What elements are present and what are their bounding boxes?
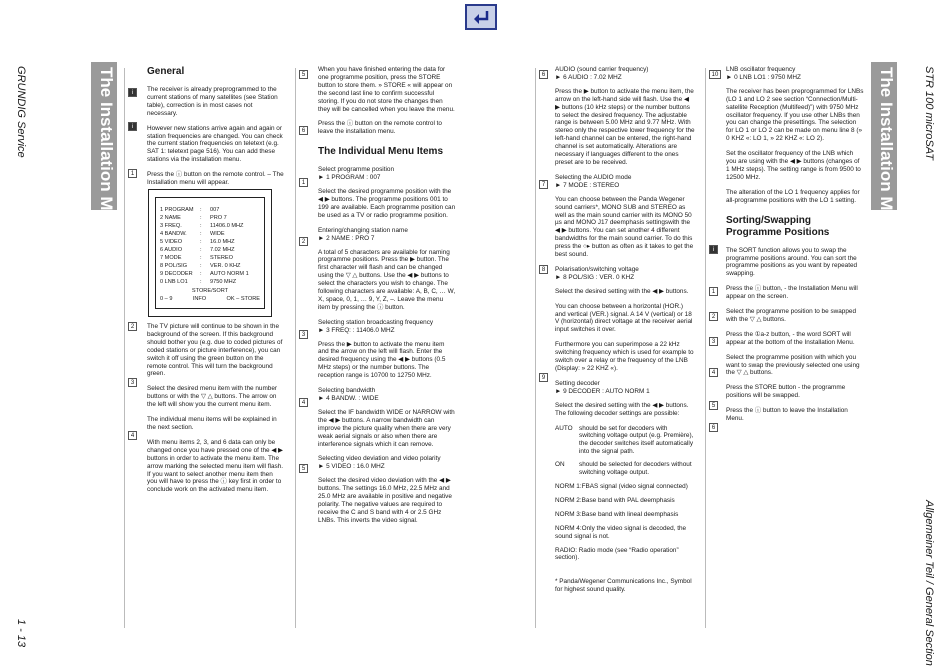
option-key: ON — [555, 461, 565, 469]
menu-row — [160, 246, 260, 254]
menu-row-value: PRO 7 — [210, 215, 227, 221]
item-value: ► 0 LNB LO1 : 9750 MHZ — [726, 73, 801, 81]
paragraph: The TV picture will continue to be shown in the background of the screen. If this background should bother you (e.g. due to coded pictures of coded stations or picture interference), you can switch it off using the green button on the remote control. This will turn the background green. — [147, 323, 283, 378]
option-line: NORM 4:Only the video signal is decoded, the sound signal is not. — [555, 524, 687, 540]
section-banner-left: The Installation Menu — [91, 62, 117, 210]
column-menu-items — [318, 66, 456, 532]
step-marker: 2 — [709, 312, 718, 321]
page-number: 1 - 13 — [15, 619, 27, 648]
step-marker: 3 — [128, 378, 137, 387]
menu-footer — [160, 295, 260, 303]
paragraph: Press the ▶ button to activate the menu item and the arrow on the left will flash. Enter the desired frequency using the ◀ ▶ buttons (0.5 MHz steps) or the number buttons. The reception range is 10700 to 12750 MHz. — [318, 340, 446, 380]
paragraph: Select the programme position with which you want to swap the previously selected one using the ▽ △ buttons. — [726, 353, 860, 377]
item-heading: Selecting station broadcasting frequency — [318, 318, 434, 326]
paragraph: Press the ⓘ button, - the Installation Menu will appear on the screen. — [726, 285, 858, 301]
menu-row-label: 4 BANDW. — [160, 231, 187, 237]
menu-row-sep: : — [200, 255, 202, 261]
menu-row — [160, 238, 260, 246]
option-line: RADIO: Radio mode (see “Radio operation” section). — [555, 546, 679, 562]
menu-row-sep: : — [200, 207, 202, 213]
menu-row-label: 7 MODE — [160, 255, 182, 261]
menu-row-value: 16.0 MHZ — [210, 239, 235, 245]
column-lnb-sort — [726, 66, 864, 430]
menu-row-value: 7.02 MHZ — [210, 247, 235, 253]
item-value: ► 9 DECODER : AUTO NORM 1 — [555, 387, 650, 395]
step-marker: 4 — [128, 431, 137, 440]
menu-items-heading: The Individual Menu Items — [318, 146, 444, 158]
step-marker: 3 — [299, 330, 308, 339]
menu-row-sep: : — [200, 271, 202, 277]
menu-row-sep: : — [200, 263, 202, 269]
paragraph: The SORT function allows you to swap the programme positions around. You can sort the programme positions as you want by repeated swapping. — [726, 246, 858, 278]
step-marker: 4 — [709, 368, 718, 377]
menu-row — [160, 278, 260, 286]
item-value: ► 4 BANDW. : WIDE — [318, 395, 379, 402]
item-value: ► 3 FREQ: : 11406.0 MHZ — [318, 326, 395, 334]
item-value: ► 5 VIDEO : 16.0 MHZ — [318, 463, 385, 471]
menu-row-value: WIDE — [210, 231, 225, 237]
paragraph: When you have finished entering the data for one programme position, press the STORE button to store them. » STORE « will appear on the second last line to confirm successful storing. If you do not store the changes then they will be cancelled when you leave the menu. — [318, 66, 455, 113]
menu-row — [160, 214, 260, 222]
paragraph: Select the IF bandwidth WIDE or NARROW with the ◀ ▶ buttons. A narrow bandwidth can improve the picture quality when there are very weak aerial signals or also when there are interference signals which it can remove. — [318, 408, 455, 448]
step-marker: 5 — [299, 464, 308, 473]
paragraph: Select the programme position to be swapped with the ▽ △ buttons. — [726, 308, 857, 323]
item-heading: LNB oscillator frequency — [726, 66, 796, 73]
menu-row — [160, 254, 260, 262]
menu-row-label: 1 PROGRAM — [160, 207, 194, 213]
menu-row-value: VER. 0 KHZ — [210, 263, 241, 269]
menu-footer-right: OK – STORE — [226, 296, 260, 302]
paragraph: Set the oscillator frequency of the LNB which you are using with the ◀ ▶ buttons (changes of 1 MHz steps). The setting range is from 9500 to 12500 MHz. — [726, 150, 861, 181]
paragraph: Select the desired setting with the ◀ ▶ buttons. — [555, 287, 689, 295]
menu-row-sep: : — [200, 279, 202, 285]
column-general-2 — [147, 323, 284, 501]
menu-row-label: 5 VIDEO — [160, 239, 183, 245]
decoder-options — [555, 425, 695, 477]
item-heading: Entering/changing station name — [318, 226, 408, 234]
step-marker: 1 — [128, 169, 137, 178]
menu-row-sep: : — [200, 239, 202, 245]
step-marker: 6 — [709, 423, 718, 432]
info-marker: i — [128, 88, 137, 97]
paragraph: The alteration of the LO 1 frequency applies for all-programme positions with the LO 1 setting. — [726, 188, 860, 204]
paragraph: The individual menu items will be explained in the next section. — [147, 416, 277, 431]
menu-footer-left: 0 – 9 — [160, 296, 173, 302]
info-marker: i — [709, 245, 718, 254]
menu-row-label: 9 DECODER — [160, 271, 193, 277]
section-label: Allgemeiner Teil / General Section — [923, 500, 935, 666]
step-marker: 3 — [709, 337, 718, 346]
menu-row-label: 3 FREQ. — [160, 223, 182, 229]
option-line: NORM 3:Base band with lineal deemphasis — [555, 510, 679, 518]
menu-row — [160, 206, 260, 214]
paragraph: Press the STORE button - the programme positions will be swapped. — [726, 384, 846, 400]
paragraph: Press the ⓘ button on the remote control. – The Installation menu will appear. — [147, 171, 284, 187]
paragraph: Select the desired programme position with the ◀ ▶ buttons. The programme positions 001 to 199 are available. Each programme position can be used as a TV or radio programme position. — [318, 188, 456, 219]
step-marker: 1 — [299, 178, 308, 187]
option-desc: should be selected for decoders without switching voltage output. — [579, 461, 692, 477]
menu-row-value: STEREO — [210, 255, 234, 261]
menu-row-label: 2 NAME — [160, 215, 181, 221]
menu-row-sep: : — [200, 215, 202, 221]
info-marker: i — [128, 122, 137, 131]
step-marker: 7 — [539, 180, 548, 189]
menu-row-sep: : — [200, 247, 202, 253]
sort-heading: Sorting/Swapping Programme Positions — [726, 214, 830, 238]
item-heading: Setting decoder — [555, 379, 600, 387]
footnote-text: * Panda/Wegener Communications Inc., Symbol for highest sound quality. — [555, 578, 692, 593]
menu-footer-mid: INFO — [192, 296, 207, 302]
footnote — [555, 578, 695, 601]
item-heading: Selecting the AUDIO mode — [555, 173, 632, 181]
paragraph: Press the ⓘ button to leave the Installation Menu. — [726, 407, 848, 423]
menu-row-value: 11406.0 MHZ — [210, 223, 244, 229]
paragraph: You can choose between the Panda Wegener sound carriers*, MONO SUB and STEREO as well as the main sound carrier with its MONO 50 µs and MONO J17 deemphasis settingswith the ◀ ▶ buttons. You can set another 4 different bandwidths for the main sound carrier. To do this press the ○▸ button as often as it takes to get the best sound. — [555, 195, 694, 259]
menu-row-label: 8 POL/SIG — [160, 263, 188, 269]
option-line: NORM 2:Base band with PAL deemphasis — [555, 496, 675, 504]
section-banner-right: The Installation Menu — [871, 62, 897, 210]
menu-row — [160, 230, 260, 238]
column-audio-decoder — [555, 66, 695, 568]
step-marker: 8 — [539, 265, 548, 274]
item-heading: Polarisation/switching voltage — [555, 265, 639, 273]
paragraph: Press the ⓘ button on the remote control to leave the installation menu. — [318, 120, 442, 136]
return-arrow-icon — [471, 9, 491, 25]
paragraph: Select the desired video deviation with the ◀ ▶ buttons. The settings 16.0 MHz, 22.5 MHz and 25.0 MHz are available in positive and negative polarity. The negative values are required to receive the C and S band with 4 or 2.5 GHz LNBs. This inverts the video signal. — [318, 477, 452, 524]
general-heading: General — [147, 66, 185, 77]
menu-row-value: 007 — [210, 207, 220, 213]
step-marker: 5 — [299, 70, 308, 79]
menu-row — [160, 262, 260, 270]
step-marker: 1 — [709, 287, 718, 296]
paragraph: However new stations arrive again and again or station frequencies are changed. You can check the current station frequencies on teletext (e.g. SAT 1: teletext page 516). You can add these stations via the installation menu. — [147, 124, 283, 164]
option-line: NORM 1:FBAS signal (video signal connected) — [555, 482, 688, 490]
menu-row-sep: : — [200, 223, 202, 229]
item-value: ► 8 POL/SIG : VER. 0 KHZ — [555, 273, 635, 281]
menu-row — [160, 270, 260, 278]
step-marker: 4 — [299, 398, 308, 407]
paragraph: The receiver is already preprogrammed to the current stations of many satellites (see Station table), correction is in most cases not necessary. — [147, 86, 278, 117]
item-heading: Select programme position — [318, 166, 395, 174]
paragraph: Press the ①a-z button, - the word SORT will appear at the bottom of the Installation Menu. — [726, 330, 855, 346]
paragraph: A total of 5 characters are available for naming programme positions. Press the ▶ button. The first character will flash and can be changed using the ▽ △ buttons. Use the ◀ ▶ buttons to select the characters you wish to change. The following characters are available: A, B, C, … W, X, space, 0, 1, … 9, Y, Z, –. Leave the menu item by pressing the ⓘ button. — [318, 248, 456, 311]
brand-label: GRUNDIG Service — [15, 66, 27, 158]
menu-row-label: 0 LNB LO1 — [160, 279, 188, 285]
option-desc: should be set for decoders with switching voltage output (e.g. Première), the decoder switches itself automatically into the signal path. — [579, 424, 694, 456]
item-heading: AUDIO (sound carrier frequency) — [555, 66, 649, 73]
paragraph: The receiver has been preprogrammed for LNBs (LO 1 and LO 2 see section “Connection/Multi-satellite Reception (Multifeed)”) with 9750 MHz oscillator frequency. If you use other LNBs then you can change the presettings. The selection for LO 1 or LO 2 can be made on menu line 8 (» 0 KHZ «: LO 1, » 22 KHZ «: LO 2). — [726, 87, 864, 143]
back-button[interactable] — [465, 4, 497, 30]
step-marker: 2 — [299, 237, 308, 246]
paragraph: With menu items 2, 3, and 6 data can only be changed once you have pressed one of the ◀ ▶ buttons in order to activate the menu item. The arrow marking the selected menu item will flash. If you want to select another menu item then you will have to press the ⓘ key first in order to conclude work on the activated menu item. — [147, 438, 284, 494]
store-sort-label: STORE/SORT — [191, 288, 229, 294]
menu-row-value: AUTO NORM 1 — [210, 271, 249, 277]
step-marker: 6 — [539, 70, 548, 79]
step-marker: 9 — [539, 373, 548, 382]
item-value: ► 6 AUDIO : 7.02 MHZ — [555, 73, 622, 81]
item-value: ► 1 PROGRAM : 007 — [318, 174, 381, 182]
step-marker: 10 — [709, 70, 721, 79]
item-heading: Selecting bandwidth — [318, 387, 376, 395]
item-heading: Selecting video deviation and video polarity — [318, 455, 441, 463]
model-label: STR 100 microSAT — [923, 66, 935, 160]
installation-menu-screen — [155, 197, 265, 309]
option-key: AUTO — [555, 424, 573, 432]
step-marker: 5 — [709, 401, 718, 410]
column-general — [147, 66, 284, 194]
paragraph: Furthermore you can superimpose a 22 kHz switching frequency which is used for example to switch over a relay or the frequency of the LNB (Display: » 22 KHZ «). — [555, 341, 694, 372]
menu-row-label: 6 AUDIO — [160, 247, 183, 253]
step-marker: 2 — [128, 322, 137, 331]
paragraph: Press the ▶ button to activate the menu item, the arrow on the left-hand side will flash. Use the ◀ ▶ buttons (10 kHz steps) or the number buttons to select the desired frequency. The adjustable range is between 5.00 MHz and 9.77 MHz. With stereo only the respective lower frequency for the left-hand channel can be entered, the right-hand channel is set automatically. Alterations are necessary if languages different to the ones preset are to be received. — [555, 87, 695, 166]
step-marker: 6 — [299, 126, 308, 135]
item-value: ► 2 NAME : PRO 7 — [318, 234, 375, 242]
paragraph: Select the desired menu item with the number buttons or with the ▽ △ buttons. The arrow on the left will show you the current menu item. — [147, 385, 278, 409]
item-value: ► 7 MODE : STEREO — [555, 181, 620, 189]
menu-row-value: 9750 MHZ — [210, 279, 237, 285]
menu-row-sep: : — [200, 231, 202, 237]
menu-row — [160, 222, 260, 230]
paragraph: Select the desired setting with the ◀ ▶ buttons. The following decoder settings are possible: — [555, 401, 689, 417]
paragraph: You can choose between a horizontal (HOR.) and vertical (VER.) signal. A 14 V (vertical) or 18 V (horizontal) direct voltage at the receiver aerial input switches it over. — [555, 302, 693, 334]
